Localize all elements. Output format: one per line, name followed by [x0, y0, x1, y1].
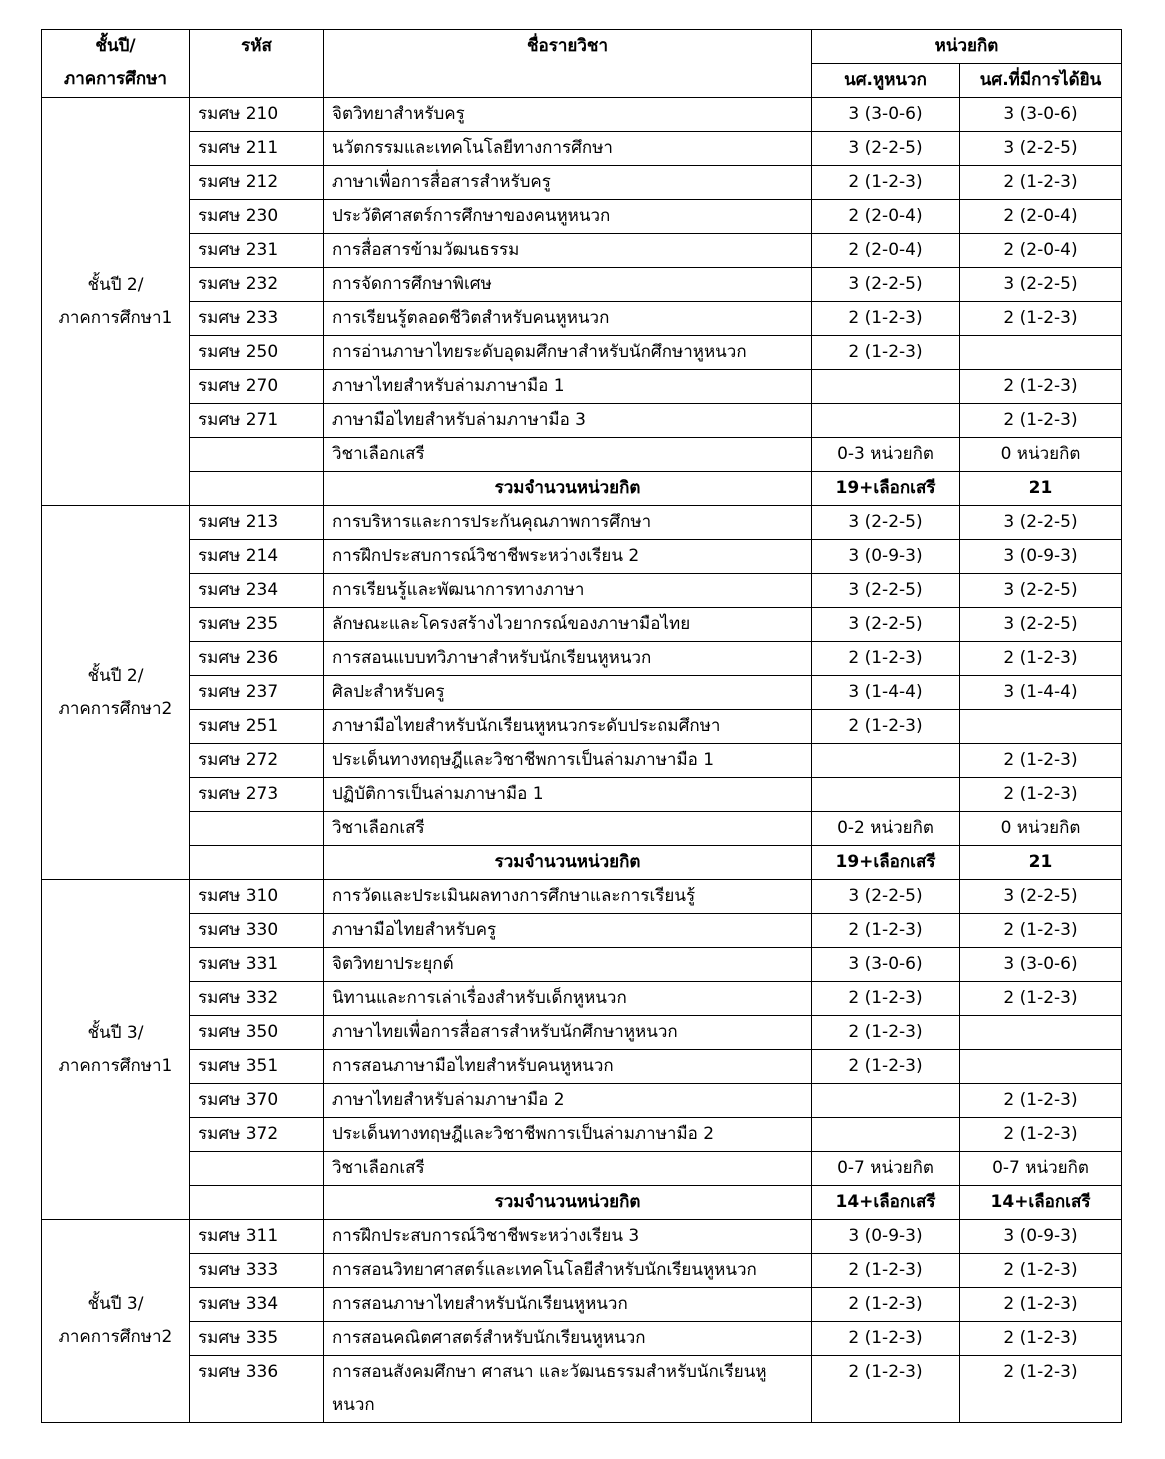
semester-cell [42, 1220, 190, 1423]
credits-hearing: 3 (3-0-6) [960, 98, 1122, 132]
total-label: รวมจำนวนหน่วยกิต [324, 472, 812, 506]
curriculum-table [41, 29, 1122, 1423]
header-year-line2: ภาคการศึกษา [64, 69, 167, 89]
course-code: รมศษ 236 [190, 642, 324, 676]
credits-hearing: 3 (0-9-3) [960, 540, 1122, 574]
credits-hearing: 3 (2-2-5) [960, 880, 1122, 914]
course-code: รมศษ 231 [190, 234, 324, 268]
credits-deaf: 3 (3-0-6) [812, 948, 960, 982]
course-name: ประวัติศาสตร์การศึกษาของคนหูหนวก [324, 200, 812, 234]
table-row [42, 234, 1122, 268]
credits-deaf: 0-7 หน่วยกิต [812, 1152, 960, 1186]
credits-deaf [812, 778, 960, 812]
table-row [42, 302, 1122, 336]
total-credits-deaf: 19+เลือกเสรี [812, 846, 960, 880]
table-row [42, 642, 1122, 676]
semester-year: ชั้นปี 2/ [87, 274, 144, 295]
course-code: รมศษ 214 [190, 540, 324, 574]
table-row [42, 370, 1122, 404]
credits-deaf: 2 (1-2-3) [812, 1322, 960, 1356]
table-row [42, 1152, 1122, 1186]
credits-hearing: 2 (1-2-3) [960, 982, 1122, 1016]
semester-term: ภาคการศึกษา1 [58, 1055, 173, 1076]
course-name: การฝึกประสบการณ์วิชาชีพระหว่างเรียน 3 [324, 1220, 812, 1254]
table-body [42, 98, 1122, 1423]
table-row [42, 200, 1122, 234]
credits-deaf [812, 1084, 960, 1118]
course-code: รมศษ 333 [190, 1254, 324, 1288]
course-name: การเรียนรู้ตลอดชีวิตสำหรับคนหูหนวก [324, 302, 812, 336]
table-row [42, 506, 1122, 540]
credits-deaf: 2 (1-2-3) [812, 1016, 960, 1050]
course-code: รมศษ 232 [190, 268, 324, 302]
table-row [42, 778, 1122, 812]
credits-hearing: 3 (0-9-3) [960, 1220, 1122, 1254]
credits-deaf: 2 (1-2-3) [812, 1288, 960, 1322]
table-row [42, 404, 1122, 438]
header-credits: หน่วยกิต [812, 30, 1122, 64]
credits-hearing: 3 (2-2-5) [960, 574, 1122, 608]
table-row [42, 98, 1122, 132]
total-code-empty [190, 1186, 324, 1220]
table-row [42, 166, 1122, 200]
course-name: วิชาเลือกเสรี [324, 438, 812, 472]
credits-deaf: 2 (1-2-3) [812, 914, 960, 948]
course-name: จิตวิทยาสำหรับครู [324, 98, 812, 132]
credits-hearing: 2 (2-0-4) [960, 200, 1122, 234]
credits-hearing: 2 (1-2-3) [960, 1118, 1122, 1152]
credits-deaf: 3 (1-4-4) [812, 676, 960, 710]
credits-deaf: 3 (3-0-6) [812, 98, 960, 132]
course-name: การสอนภาษามือไทยสำหรับคนหูหนวก [324, 1050, 812, 1084]
credits-deaf [812, 744, 960, 778]
course-code: รมศษ 234 [190, 574, 324, 608]
credits-hearing: 2 (1-2-3) [960, 370, 1122, 404]
semester-year: ชั้นปี 3/ [87, 1294, 144, 1314]
course-code: รมศษ 334 [190, 1288, 324, 1322]
credits-hearing [960, 336, 1122, 370]
table-row [42, 540, 1122, 574]
credits-deaf: 3 (2-2-5) [812, 132, 960, 166]
table-row [42, 914, 1122, 948]
table-row [42, 710, 1122, 744]
semester-year: ชั้นปี 2/ [87, 665, 144, 686]
credits-deaf: 3 (2-2-5) [812, 506, 960, 540]
course-code: รมศษ 233 [190, 302, 324, 336]
course-name: การสอนสังคมศึกษา ศาสนา และวัฒนธรรมสำหรับนักเรียนหูหนวก [324, 1356, 812, 1423]
course-name: วิชาเลือกเสรี [324, 1152, 812, 1186]
table-row [42, 268, 1122, 302]
table-row [42, 1016, 1122, 1050]
course-name: การจัดการศึกษาพิเศษ [324, 268, 812, 302]
semester-term: ภาคการศึกษา2 [58, 698, 173, 719]
table-row [42, 608, 1122, 642]
credits-deaf: 2 (1-2-3) [812, 710, 960, 744]
credits-hearing: 2 (1-2-3) [960, 914, 1122, 948]
table-row [42, 1254, 1122, 1288]
course-name: ประเด็นทางทฤษฎีและวิชาชีพการเป็นล่ามภาษามือ 1 [324, 744, 812, 778]
credits-hearing [960, 1016, 1122, 1050]
credits-hearing: 3 (2-2-5) [960, 268, 1122, 302]
total-credits-hearing: 14+เลือกเสรี [960, 1186, 1122, 1220]
course-code [190, 438, 324, 472]
course-name: ปฏิบัติการเป็นล่ามภาษามือ 1 [324, 778, 812, 812]
credits-hearing: 3 (3-0-6) [960, 948, 1122, 982]
credits-hearing: 3 (2-2-5) [960, 608, 1122, 642]
credits-deaf [812, 370, 960, 404]
semester-term: ภาคการศึกษา2 [58, 1327, 173, 1347]
course-code: รมศษ 250 [190, 336, 324, 370]
course-code: รมศษ 350 [190, 1016, 324, 1050]
credits-deaf: 2 (2-0-4) [812, 234, 960, 268]
header-year-line1: ชั้นปี/ [95, 36, 136, 56]
course-code: รมศษ 237 [190, 676, 324, 710]
table-row [42, 744, 1122, 778]
credits-hearing: 3 (2-2-5) [960, 506, 1122, 540]
credits-hearing: 3 (2-2-5) [960, 132, 1122, 166]
course-code: รมศษ 330 [190, 914, 324, 948]
credits-deaf: 3 (2-2-5) [812, 268, 960, 302]
course-code: รมศษ 372 [190, 1118, 324, 1152]
credits-hearing: 2 (1-2-3) [960, 1288, 1122, 1322]
credits-deaf: 2 (1-2-3) [812, 1254, 960, 1288]
table-row [42, 132, 1122, 166]
table-row [42, 1220, 1122, 1254]
credits-deaf: 2 (1-2-3) [812, 1050, 960, 1084]
total-credits-hearing: 21 [960, 846, 1122, 880]
table-row [42, 336, 1122, 370]
course-name: ภาษามือไทยสำหรับครู [324, 914, 812, 948]
total-row [42, 472, 1122, 506]
credits-hearing: 3 (1-4-4) [960, 676, 1122, 710]
course-name: นิทานและการเล่าเรื่องสำหรับเด็กหูหนวก [324, 982, 812, 1016]
course-name: ภาษามือไทยสำหรับนักเรียนหูหนวกระดับประถมศึกษา [324, 710, 812, 744]
course-code: รมศษ 272 [190, 744, 324, 778]
course-name: การบริหารและการประกันคุณภาพการศึกษา [324, 506, 812, 540]
course-name: ภาษาไทยเพื่อการสื่อสารสำหรับนักศึกษาหูหนวก [324, 1016, 812, 1050]
credits-deaf [812, 1118, 960, 1152]
total-credits-hearing: 21 [960, 472, 1122, 506]
course-name: การฝึกประสบการณ์วิชาชีพระหว่างเรียน 2 [324, 540, 812, 574]
course-name: ศิลปะสำหรับครู [324, 676, 812, 710]
table-row [42, 1322, 1122, 1356]
credits-hearing: 2 (1-2-3) [960, 744, 1122, 778]
credits-hearing: 2 (1-2-3) [960, 1356, 1122, 1423]
course-code: รมศษ 271 [190, 404, 324, 438]
total-label: รวมจำนวนหน่วยกิต [324, 1186, 812, 1220]
credits-hearing: 2 (1-2-3) [960, 778, 1122, 812]
credits-deaf: 2 (1-2-3) [812, 336, 960, 370]
table-row [42, 1084, 1122, 1118]
table-row [42, 1288, 1122, 1322]
course-name: ภาษามือไทยสำหรับล่ามภาษามือ 3 [324, 404, 812, 438]
course-code: รมศษ 310 [190, 880, 324, 914]
table-row [42, 982, 1122, 1016]
table-row [42, 1050, 1122, 1084]
credits-hearing: 2 (1-2-3) [960, 1084, 1122, 1118]
course-code: รมศษ 213 [190, 506, 324, 540]
credits-deaf: 3 (2-2-5) [812, 880, 960, 914]
course-code: รมศษ 335 [190, 1322, 324, 1356]
course-name: การสอนวิทยาศาสตร์และเทคโนโลยีสำหรับนักเรียนหูหนวก [324, 1254, 812, 1288]
course-code: รมศษ 273 [190, 778, 324, 812]
semester-year: ชั้นปี 3/ [87, 1022, 144, 1043]
course-name: การสื่อสารข้ามวัฒนธรรม [324, 234, 812, 268]
course-name: ลักษณะและโครงสร้างไวยากรณ์ของภาษามือไทย [324, 608, 812, 642]
credits-hearing [960, 710, 1122, 744]
credits-hearing: 0 หน่วยกิต [960, 812, 1122, 846]
table-row [42, 948, 1122, 982]
course-name: การสอนภาษาไทยสำหรับนักเรียนหูหนวก [324, 1288, 812, 1322]
total-row [42, 1186, 1122, 1220]
course-code [190, 1152, 324, 1186]
course-name: การสอนคณิตศาสตร์สำหรับนักเรียนหูหนวก [324, 1322, 812, 1356]
course-name: การสอนแบบทวิภาษาสำหรับนักเรียนหูหนวก [324, 642, 812, 676]
credits-hearing: 2 (2-0-4) [960, 234, 1122, 268]
credits-hearing: 2 (1-2-3) [960, 404, 1122, 438]
semester-cell [42, 506, 190, 880]
credits-hearing: 0-7 หน่วยกิต [960, 1152, 1122, 1186]
credits-deaf: 2 (1-2-3) [812, 166, 960, 200]
course-code: รมศษ 211 [190, 132, 324, 166]
header-year-semester [42, 30, 190, 98]
total-row [42, 846, 1122, 880]
course-code: รมศษ 331 [190, 948, 324, 982]
header-deaf-students: นศ.หูหนวก [812, 64, 960, 98]
credits-deaf: 3 (2-2-5) [812, 608, 960, 642]
table-header [42, 30, 1122, 98]
total-credits-deaf: 14+เลือกเสรี [812, 1186, 960, 1220]
table-row [42, 438, 1122, 472]
credits-deaf: 2 (1-2-3) [812, 1356, 960, 1423]
credits-hearing: 2 (1-2-3) [960, 1254, 1122, 1288]
credits-hearing: 2 (1-2-3) [960, 302, 1122, 336]
credits-deaf: 3 (0-9-3) [812, 1220, 960, 1254]
semester-cell [42, 880, 190, 1220]
credits-hearing [960, 1050, 1122, 1084]
course-name: ภาษาเพื่อการสื่อสารสำหรับครู [324, 166, 812, 200]
semester-term: ภาคการศึกษา1 [58, 307, 173, 328]
course-code: รมศษ 332 [190, 982, 324, 1016]
course-code: รมศษ 351 [190, 1050, 324, 1084]
credits-deaf: 0-2 หน่วยกิต [812, 812, 960, 846]
semester-cell [42, 98, 190, 506]
table-row [42, 574, 1122, 608]
course-name: จิตวิทยาประยุกต์ [324, 948, 812, 982]
credits-deaf: 2 (1-2-3) [812, 302, 960, 336]
table-row [42, 1356, 1122, 1423]
course-code: รมศษ 251 [190, 710, 324, 744]
course-name: ภาษาไทยสำหรับล่ามภาษามือ 1 [324, 370, 812, 404]
course-name: ภาษาไทยสำหรับล่ามภาษามือ 2 [324, 1084, 812, 1118]
credits-deaf: 2 (2-0-4) [812, 200, 960, 234]
credits-deaf: 3 (0-9-3) [812, 540, 960, 574]
course-code: รมศษ 210 [190, 98, 324, 132]
header-hearing-students: นศ.ที่มีการได้ยิน [960, 64, 1122, 98]
course-name: การเรียนรู้และพัฒนาการทางภาษา [324, 574, 812, 608]
table-row [42, 880, 1122, 914]
header-course-name: ชื่อรายวิชา [324, 30, 812, 98]
course-code: รมศษ 311 [190, 1220, 324, 1254]
total-code-empty [190, 472, 324, 506]
course-code: รมศษ 235 [190, 608, 324, 642]
credits-hearing: 2 (1-2-3) [960, 642, 1122, 676]
course-name: การวัดและประเมินผลทางการศึกษาและการเรียนรู้ [324, 880, 812, 914]
credits-hearing: 2 (1-2-3) [960, 1322, 1122, 1356]
course-code: รมศษ 336 [190, 1356, 324, 1423]
course-code: รมศษ 230 [190, 200, 324, 234]
course-code: รมศษ 270 [190, 370, 324, 404]
total-label: รวมจำนวนหน่วยกิต [324, 846, 812, 880]
credits-hearing: 2 (1-2-3) [960, 166, 1122, 200]
total-code-empty [190, 846, 324, 880]
course-code [190, 812, 324, 846]
course-name: ประเด็นทางทฤษฎีและวิชาชีพการเป็นล่ามภาษามือ 2 [324, 1118, 812, 1152]
credits-hearing: 0 หน่วยกิต [960, 438, 1122, 472]
credits-deaf: 2 (1-2-3) [812, 642, 960, 676]
credits-deaf: 0-3 หน่วยกิต [812, 438, 960, 472]
course-name: การอ่านภาษาไทยระดับอุดมศึกษาสำหรับนักศึกษาหูหนวก [324, 336, 812, 370]
table-row [42, 1118, 1122, 1152]
header-code: รหัส [190, 30, 324, 98]
course-name: นวัตกรรมและเทคโนโลยีทางการศึกษา [324, 132, 812, 166]
course-code: รมศษ 212 [190, 166, 324, 200]
credits-deaf [812, 404, 960, 438]
table-row [42, 676, 1122, 710]
total-credits-deaf: 19+เลือกเสรี [812, 472, 960, 506]
course-name: วิชาเลือกเสรี [324, 812, 812, 846]
credits-deaf: 2 (1-2-3) [812, 982, 960, 1016]
table-row [42, 812, 1122, 846]
credits-deaf: 3 (2-2-5) [812, 574, 960, 608]
course-code: รมศษ 370 [190, 1084, 324, 1118]
